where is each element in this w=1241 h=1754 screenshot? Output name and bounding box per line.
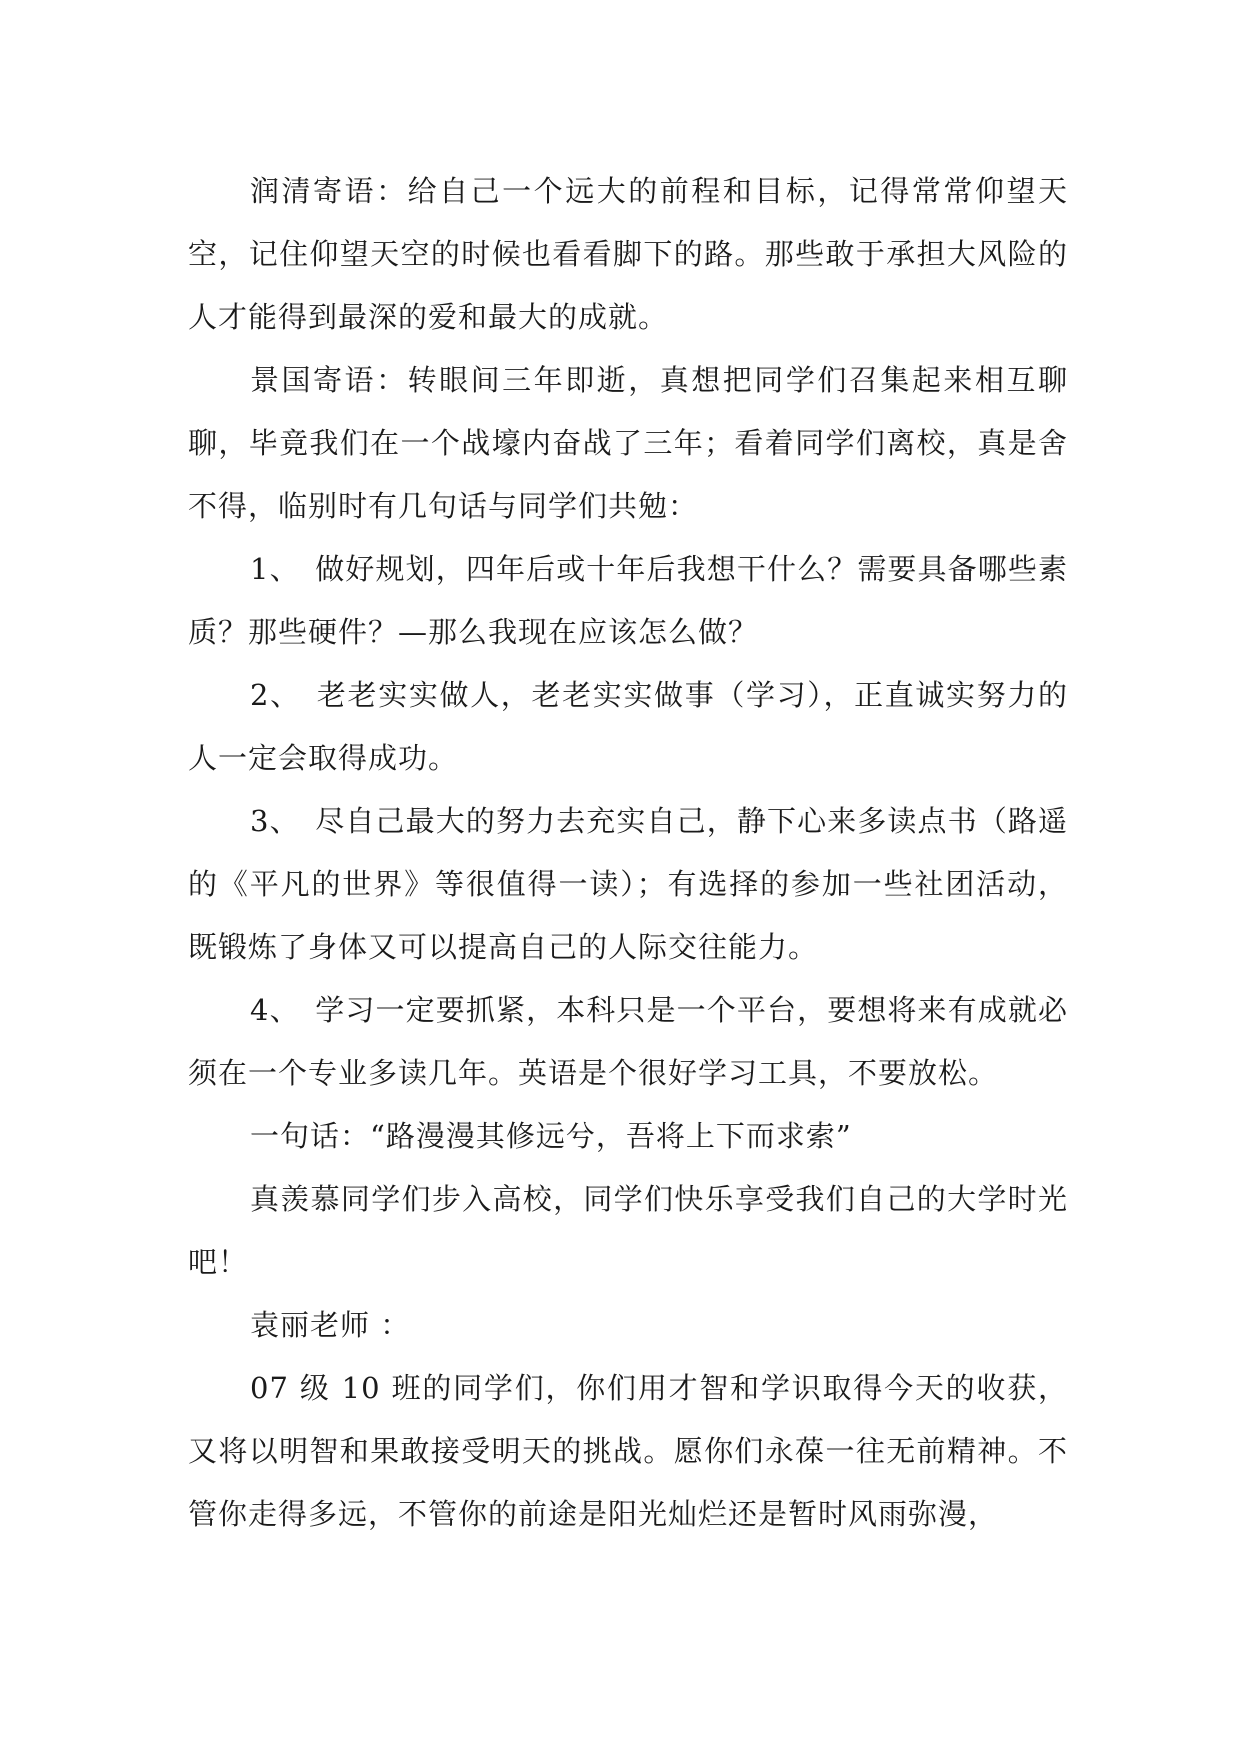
paragraph-envy-students: 真羡慕同学们步入高校，同学们快乐享受我们自己的大学时光吧！ — [188, 1182, 1068, 1279]
paragraph-runqing-message: 润清寄语：给自己一个远大的前程和目标，记得常常仰望天空，记住仰望天空的时候也看看脚下的路。那些敢于承担大风险的人才能得到最深的爱和最大的成就。 — [188, 174, 1068, 334]
list-item-1: 1、 做好规划，四年后或十年后我想干什么？需要具备哪些素质？那些硬件？—那么我现在应该怎么做？ — [188, 552, 1068, 649]
list-item-4: 4、 学习一定要抓紧，本科只是一个平台，要想将来有成就必须在一个专业多读几年。英语是个很好学习工具，不要放松。 — [188, 993, 1068, 1090]
paragraph-jingguo-message: 景国寄语：转眼间三年即逝，真想把同学们召集起来相互聊聊，毕竟我们在一个战壕内奋战了三年；看着同学们离校，真是舍不得，临别时有几句话与同学们共勉： — [188, 363, 1068, 523]
list-item-2: 2、 老老实实做人，老老实实做事（学习），正直诚实努力的人一定会取得成功。 — [188, 678, 1068, 775]
paragraph-yuanli-heading: 袁丽老师 ： — [250, 1308, 411, 1342]
list-item-3: 3、 尽自己最大的努力去充实自己，静下心来多读点书（路遥的《平凡的世界》等很值得一读）；有选择的参加一些社团活动，既锻炼了身体又可以提高自己的人际交往能力。 — [188, 804, 1068, 964]
paragraph-class-message: 07 级 10 班的同学们，你们用才智和学识取得今天的收获，又将以明智和果敢接受明天的挑战。愿你们永葆一往无前精神。不管你走得多远，不管你的前途是阳光灿烂还是暂时风雨弥漫， — [188, 1371, 1068, 1531]
paragraph-one-sentence: 一句话：“路漫漫其修远兮，吾将上下而求索” — [250, 1119, 852, 1153]
document-body — [188, 160, 1068, 1546]
